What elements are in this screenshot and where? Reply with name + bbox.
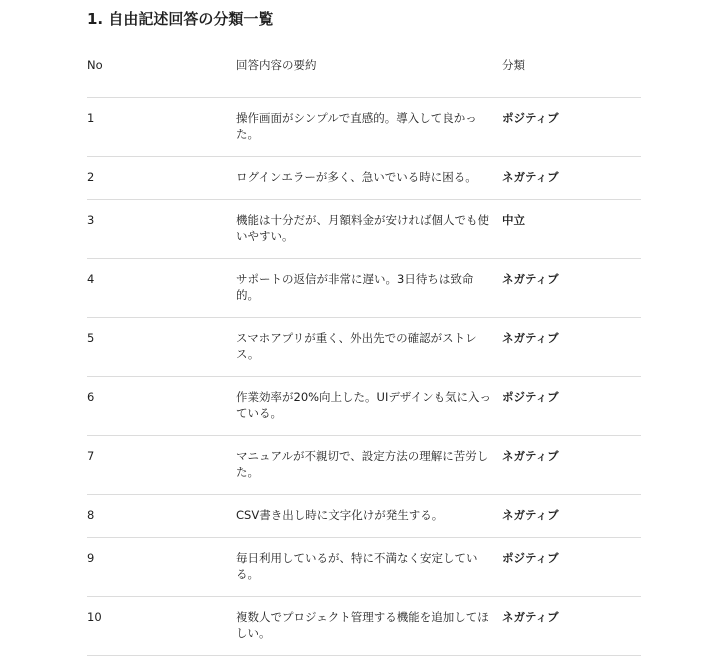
row-classification: ポジティブ	[502, 98, 641, 157]
row-summary: スマホアプリが重く、外出先での確認がストレス。	[236, 318, 502, 377]
table-row	[87, 98, 641, 157]
section-title: 1. 自由記述回答の分類一覧	[87, 10, 274, 28]
row-summary: 複数人でプロジェクト管理する機能を追加してほしい。	[236, 597, 502, 656]
row-classification: ネガティブ	[502, 259, 641, 318]
row-summary: CSV書き出し時に文字化けが発生する。	[236, 495, 502, 538]
column-header-summary: 回答内容の要約	[236, 46, 502, 98]
row-summary: ログインエラーが多く、急いでいる時に困る。	[236, 157, 502, 200]
table-row	[87, 436, 641, 495]
row-classification: ポジティブ	[502, 377, 641, 436]
row-classification: ネガティブ	[502, 436, 641, 495]
row-summary: マニュアルが不親切で、設定方法の理解に苦労した。	[236, 436, 502, 495]
row-classification: ネガティブ	[502, 597, 641, 656]
row-summary: 操作画面がシンプルで直感的。導入して良かった。	[236, 98, 502, 157]
table-row	[87, 157, 641, 200]
row-no: 7	[87, 436, 236, 495]
table-row	[87, 318, 641, 377]
row-summary: サポートの返信が非常に遅い。3日待ちは致命的。	[236, 259, 502, 318]
row-classification: ネガティブ	[502, 318, 641, 377]
row-no: 3	[87, 200, 236, 259]
row-no: 9	[87, 538, 236, 597]
row-no: 5	[87, 318, 236, 377]
column-header-classification: 分類	[502, 46, 641, 98]
table-row	[87, 377, 641, 436]
response-classification-table	[87, 46, 641, 656]
table-header-row	[87, 46, 641, 98]
row-no: 10	[87, 597, 236, 656]
row-no: 4	[87, 259, 236, 318]
table-row	[87, 597, 641, 656]
row-summary: 作業効率が20%向上した。UIデザインも気に入っている。	[236, 377, 502, 436]
row-summary: 毎日利用しているが、特に不満なく安定している。	[236, 538, 502, 597]
row-no: 6	[87, 377, 236, 436]
table-row	[87, 495, 641, 538]
table-row	[87, 259, 641, 318]
row-no: 2	[87, 157, 236, 200]
row-no: 1	[87, 98, 236, 157]
column-header-no: No	[87, 46, 236, 98]
row-summary: 機能は十分だが、月額料金が安ければ個人でも使いやすい。	[236, 200, 502, 259]
table-row	[87, 538, 641, 597]
row-no: 8	[87, 495, 236, 538]
row-classification: ネガティブ	[502, 157, 641, 200]
row-classification: ポジティブ	[502, 538, 641, 597]
row-classification: ネガティブ	[502, 495, 641, 538]
row-classification: 中立	[502, 200, 641, 259]
table-row	[87, 200, 641, 259]
